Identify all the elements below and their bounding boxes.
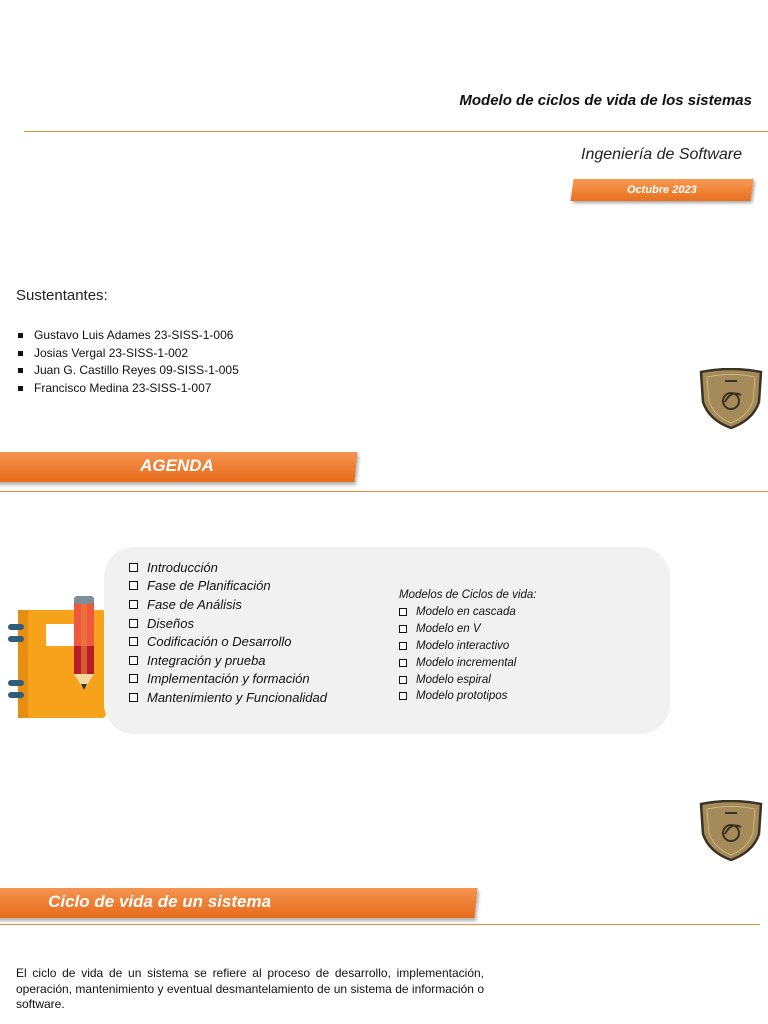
list-item: Introducción bbox=[129, 558, 327, 577]
bullet-icon bbox=[18, 351, 23, 356]
cover-slide bbox=[0, 0, 768, 430]
notebook-pencil-icon bbox=[6, 594, 106, 718]
title-divider bbox=[24, 131, 768, 132]
presenters-heading: Sustentantes: bbox=[16, 287, 108, 304]
list-item: Modelo incremental bbox=[399, 654, 516, 671]
models-list bbox=[399, 604, 516, 705]
agenda-banner bbox=[0, 452, 358, 482]
subject-label: Ingeniería de Software bbox=[581, 146, 742, 163]
checkbox-icon bbox=[129, 693, 138, 702]
checkbox-icon bbox=[129, 563, 138, 572]
checkbox-icon bbox=[129, 581, 138, 590]
checkbox-icon bbox=[129, 656, 138, 665]
agenda-list bbox=[129, 558, 327, 707]
checkbox-icon bbox=[399, 676, 407, 684]
list-item: Modelo interactivo bbox=[399, 638, 516, 655]
list-item: Modelo en cascada bbox=[399, 604, 516, 621]
date-label: Octubre 2023 bbox=[627, 184, 697, 196]
list-item: Modelo en V bbox=[399, 621, 516, 638]
bullet-icon bbox=[18, 386, 23, 391]
list-item: Fase de Análisis bbox=[129, 595, 327, 614]
list-item: Codificación o Desarrollo bbox=[129, 632, 327, 651]
agenda-title: AGENDA bbox=[140, 456, 214, 475]
list-item: Josias Vergal 23-SISS-1-002 bbox=[18, 345, 239, 363]
checkbox-icon bbox=[399, 692, 407, 700]
list-item: Juan G. Castillo Reyes 09-SISS-1-005 bbox=[18, 362, 239, 380]
list-item: Gustavo Luis Adames 23-SISS-1-006 bbox=[18, 327, 239, 345]
bullet-icon bbox=[18, 333, 23, 338]
checkbox-icon bbox=[399, 608, 407, 616]
list-item: Modelo espiral bbox=[399, 671, 516, 688]
list-item: Modelo prototipos bbox=[399, 688, 516, 705]
models-heading: Modelos de Ciclos de vida: bbox=[399, 589, 537, 601]
bullet-icon bbox=[18, 368, 23, 373]
checkbox-icon bbox=[399, 659, 407, 667]
agenda-divider bbox=[0, 491, 768, 492]
list-item: Implementación y formación bbox=[129, 670, 327, 689]
checkbox-icon bbox=[129, 674, 138, 683]
list-item: Fase de Planificación bbox=[129, 577, 327, 596]
list-item: Francisco Medina 23-SISS-1-007 bbox=[18, 380, 239, 398]
date-badge bbox=[570, 179, 753, 201]
shield-logo-icon bbox=[697, 800, 765, 862]
section-divider bbox=[0, 924, 760, 925]
checkbox-icon bbox=[129, 637, 138, 646]
checkbox-icon bbox=[399, 642, 407, 650]
checkbox-icon bbox=[129, 619, 138, 628]
checkbox-icon bbox=[129, 600, 138, 609]
section-body-text: El ciclo de vida de un sistema se refiere al proceso de desarrollo, implementación, operación, mantenimiento y eventual desmantelamiento de un sistema de información o software. bbox=[16, 966, 484, 1011]
presentation-title: Modelo de ciclos de vida de los sistemas bbox=[459, 92, 752, 109]
section-banner bbox=[0, 888, 478, 918]
list-item: Diseños bbox=[129, 614, 327, 633]
presenters-list bbox=[18, 327, 239, 397]
checkbox-icon bbox=[399, 625, 407, 633]
section-title: Ciclo de vida de un sistema bbox=[48, 892, 272, 911]
list-item: Mantenimiento y Funcionalidad bbox=[129, 688, 327, 707]
list-item: Integración y prueba bbox=[129, 651, 327, 670]
shield-logo-icon bbox=[697, 368, 765, 430]
